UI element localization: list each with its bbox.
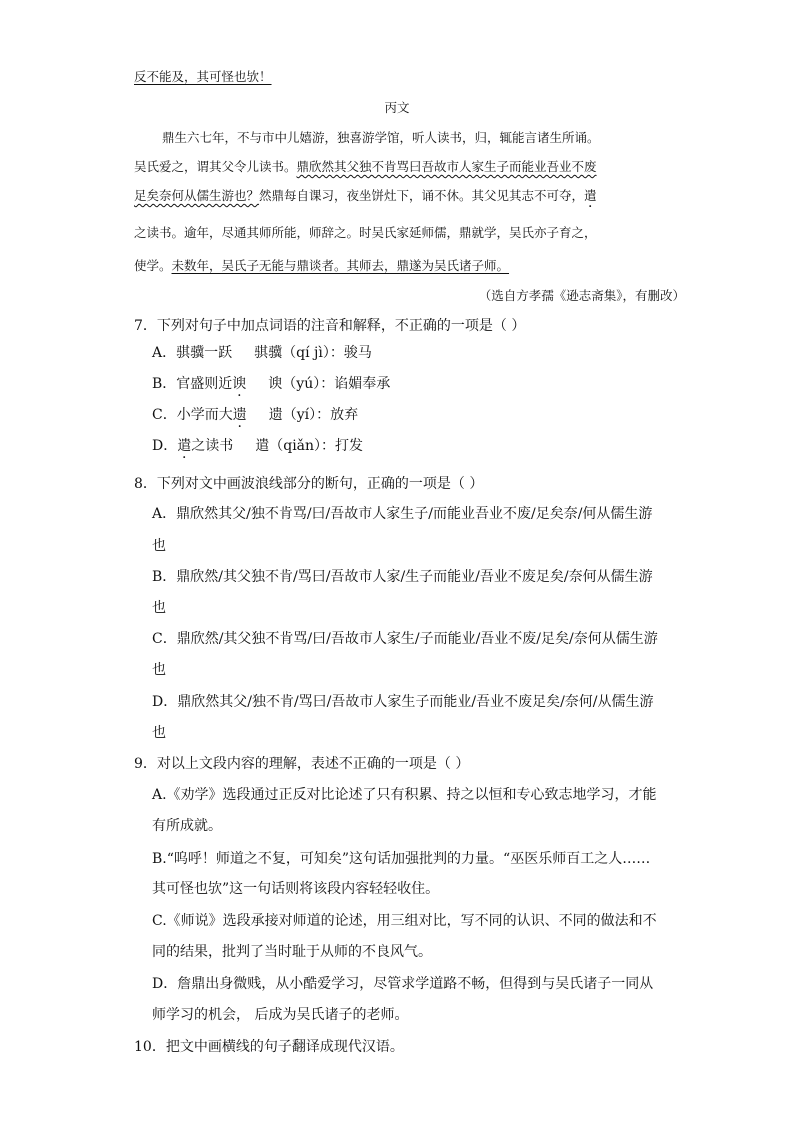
passage-text-line: 鼎生六七年，不与市中儿嬉游，独喜游学馆，听人读书，归，辄能言诸生所诵。: [162, 130, 600, 145]
passage-text-line: [134, 257, 509, 275]
question-8-option-c[interactable]: C．鼎欣然/其父独不肯骂/曰/吾故市人家生/子而能业/吾业不废/足矣/奈何从儒生游: [152, 631, 658, 647]
source-note: （选自方孝孺《逊志斋集》，有删改）: [478, 288, 685, 303]
question-9-option-a[interactable]: A.《劝学》选段通过正反对比论述了只有积累、持之以恒和专心致志地学习，才能: [152, 787, 657, 803]
question-9-option-c-cont: 同的结果，批判了当时耻于从师的不良风气。: [152, 944, 432, 960]
dotted-word: 遗: [232, 407, 247, 423]
option-text: 之读书: [191, 438, 234, 454]
question-9-option-d-cont: 师学习的机会， 后成为吴氏诸子的老师。: [152, 1007, 409, 1023]
option-explain: 遗（yí）：放弃: [268, 407, 359, 423]
question-8-option-a-cont: 也: [152, 538, 166, 554]
passage-text: 使学。: [134, 258, 172, 273]
question-7-stem: 7．下列对句子中加点词语的注音和解释，不正确的一项是（ ）: [134, 318, 526, 334]
passage-text-line: [134, 187, 597, 205]
passage-text-line: [134, 158, 597, 176]
option-text: B．官盛则近: [152, 376, 233, 392]
passage-text-line: 之读书。逾年，尽通其师所能，师辞之。时吴氏家延师儒，鼎就学，吴氏亦子育之，: [134, 225, 597, 240]
question-8-option-b-cont: 也: [152, 600, 166, 616]
question-7-option-a[interactable]: [152, 344, 372, 362]
dotted-word: 遣: [584, 188, 597, 203]
question-8-stem: 8．下列对文中画波浪线部分的断句，正确的一项是（ ）: [134, 476, 484, 492]
question-7-option-b[interactable]: [152, 375, 390, 393]
question-9-stem: 9．对以上文段内容的理解，表述不正确的一项是（ ）: [134, 756, 470, 772]
question-8-option-b[interactable]: B．鼎欣然/其父独不肯/骂曰/吾故市人家/生子而能业/吾业不废足矣/奈何从儒生游: [152, 569, 653, 585]
question-9-option-b[interactable]: B.“呜呼！师道之不复，可知矣”这句话加强批判的力量。“巫医乐师百工之人……: [152, 851, 651, 867]
option-text: C．小学而大: [152, 407, 233, 423]
passage-text: 然鼎每自课习，夜坐饼灶下，诵不休。其父见其志不可夺，: [259, 188, 585, 203]
dotted-word: 谀: [232, 376, 247, 392]
question-8-option-d-cont: 也: [152, 725, 166, 741]
option-text: A．骐骥一跃: [152, 345, 233, 361]
question-9-option-a-cont: 有所成就。: [152, 818, 222, 834]
passage-text-line: 反不能及，其可怪也欤！: [134, 69, 272, 84]
question-9-option-b-cont: 其可怪也欤”这一句话则将该段内容轻轻收住。: [152, 881, 440, 897]
option-explain: 遣（qiǎn）：打发: [255, 438, 364, 454]
question-8-option-c-cont: 也: [152, 662, 166, 678]
question-8-option-a[interactable]: A．鼎欣然其父/独不肯骂/曰/吾故市人家生子/而能业吾业不废/足矣奈/何从儒生游: [152, 506, 653, 522]
wavy-underlined-text: 鼎欣然其父独不肯骂曰吾故市人家生子而能业吾业不废: [296, 159, 597, 174]
passage-title: 丙文: [384, 100, 410, 115]
option-text: D．: [152, 438, 178, 454]
question-10-stem: 10．把文中画横线的句子翻译成现代汉语。: [134, 1039, 404, 1055]
passage-text: 吴氏爱之，谓其父令儿读书。: [134, 159, 297, 174]
question-8-option-d[interactable]: D．鼎欣然其父/独不肯/骂曰/吾故市人家生子而能业/吾业不废足矣/奈何/从儒生游: [152, 694, 654, 710]
option-explain: 骐骥（qí jì）：骏马: [254, 345, 372, 361]
underlined-text: 未数年，吴氏子无能与鼎谈者。其师去，鼎遂为吴氏诸子师。: [171, 258, 510, 273]
question-7-option-d[interactable]: [152, 437, 363, 455]
question-9-option-d[interactable]: D．詹鼎出身微贱，从小酷爱学习，尽管求学道路不畅，但得到与吴氏诸子一同从: [152, 976, 654, 992]
option-explain: 谀（yú）：谄媚奉承: [268, 376, 391, 392]
question-7-option-c[interactable]: [152, 406, 358, 424]
wavy-underlined-text: 足矣奈何从儒生游也？: [134, 188, 260, 203]
question-9-option-c[interactable]: C.《师说》选段承接对师道的论述，用三组对比，写不同的认识、不同的做法和不: [152, 913, 657, 929]
dotted-word: 遣: [177, 438, 192, 454]
